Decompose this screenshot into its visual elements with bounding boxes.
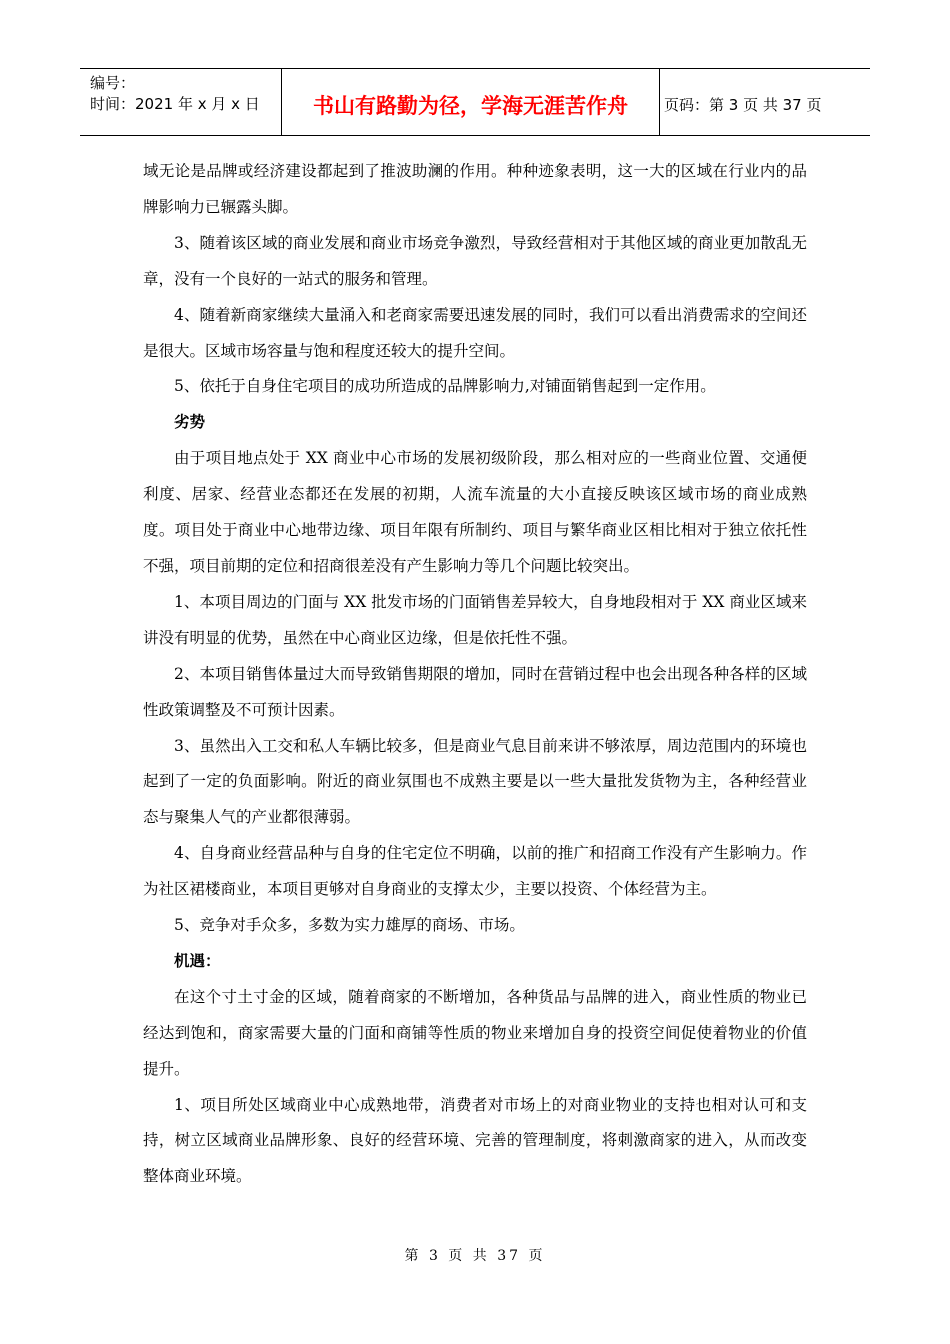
body-paragraph: 在这个寸土寸金的区域，随着商家的不断增加，各种货品与品牌的进入，商业性质的物业已经达到饱和，商家需要大量的门面和商铺等性质的物业来增加自身的投资空间促使着物业的价值提升。 — [143, 987, 807, 1078]
header-motto: 书山有路勤为径，学海无涯苦作舟 — [282, 69, 660, 135]
body-paragraph: 5、竞争对手众多，多数为实力雄厚的商场、市场。 — [174, 916, 525, 935]
body-paragraph: 域无论是品牌或经济建设都起到了推波助澜的作用。种种迹象表明，这一大的区域在行业内的品牌影响力已辗露头脚。 — [143, 162, 807, 216]
body-paragraph: 2、本项目销售体量过大而导致销售期限的增加，同时在营销过程中也会出现各种各样的区域性政策调整及不可预计因素。 — [143, 664, 807, 719]
document-number-label: 编号： — [90, 74, 136, 92]
section-heading: 劣势 — [174, 413, 206, 432]
document-body — [143, 154, 807, 1195]
header-page-info: 页码：第 3 页 共 37 页 — [664, 95, 822, 114]
body-paragraph: 1、项目所处区域商业中心成熟地带，消费者对市场上的对商业物业的支持也相对认可和支持，树立区域商业品牌形象、良好的经营环境、完善的管理制度，将刺激商家的进入，从而改变整体商业环境。 — [143, 1095, 807, 1186]
body-paragraph: 4、自身商业经营品种与自身的住宅定位不明确，以前的推广和招商工作没有产生影响力。作为社区裙楼商业，本项目更够对自身商业的支撑太少，主要以投资、个体经营为主。 — [143, 844, 807, 899]
body-paragraph: 1、本项目周边的门面与 XX 批发市场的门面销售差异较大，自身地段相对于 XX 商业区域来讲没有明显的优势，虽然在中心商业区边缘，但是依托性不强。 — [143, 592, 807, 647]
body-paragraph: 3、随着该区域的商业发展和商业市场竞争激烈，导致经营相对于其他区域的商业更加散乱无章，没有一个良好的一站式的服务和管理。 — [143, 233, 807, 288]
section-heading: 机遇： — [174, 951, 221, 970]
body-paragraph: 4、随着新商家继续大量涌入和老商家需要迅速发展的同时，我们可以看出消费需求的空间还是很大。区域市场容量与饱和程度还较大的提升空间。 — [143, 305, 807, 360]
page-header — [80, 68, 870, 136]
body-paragraph: 3、虽然出入工交和私人车辆比较多，但是商业气息目前来讲不够浓厚，周边范围内的环境也起到了一定的负面影响。附近的商业氛围也不成熟主要是以一些大量批发货物为主，各种经营业态与聚集人气的产业都很薄弱。 — [143, 736, 807, 827]
body-paragraph: 5、依托于自身住宅项目的成功所造成的品牌影响力,对铺面销售起到一定作用。 — [174, 377, 716, 396]
page-footer: 第 3 页 共 37 页 — [404, 1248, 546, 1264]
header-meta — [80, 69, 282, 135]
body-paragraph: 由于项目地点处于 XX 商业中心市场的发展初级阶段，那么相对应的一些商业位置、交通便利度、居家、经营业态都还在发展的初期，人流车流量的大小直接反映该区域市场的商业成熟度。项目处于商业中心地带边缘、项目年限有所制约、项目与繁华商业区相比相对于独立依托性不强，项目前期的定位和招商很差没有产生影响力等几个问题比较突出。 — [143, 449, 807, 575]
document-date: 时间：2021 年 x 月 x 日 — [90, 95, 260, 113]
